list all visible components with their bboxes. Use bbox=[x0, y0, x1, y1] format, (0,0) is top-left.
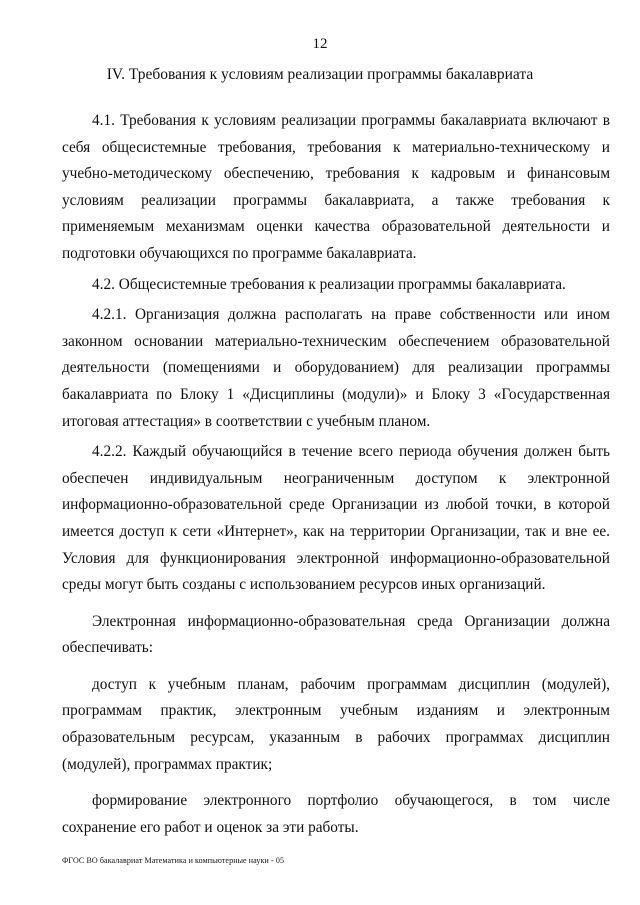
paragraph-access: доступ к учебным планам, рабочим программам дисциплин (модулей), программам практик, электронным учебным изданиям и электронным образовательным ресурсам, указанным в рабочих программах дисциплин (модулей), программах практик; bbox=[62, 675, 610, 773]
section-heading: IV. Требования к условиям реализации программы бакалавриата bbox=[106, 66, 534, 83]
paragraph-portfolio: формирование электронного портфолио обучающегося, в том числе сохранение его работ и оценок за эти работы. bbox=[62, 792, 610, 836]
page-number: 12 bbox=[312, 36, 328, 52]
paragraph-4-2-1: 4.2.1. Организация должна располагать на праве собственности или ином законном основании материально-техническим обеспечением образовательной деятельности (помещениями и оборудованием) для реализации программы бакалавриата по Блоку 1 «Дисциплины (модули)» и Блоку 3 «Государственная итоговая аттестация» в соответствии с учебным планом. bbox=[62, 306, 610, 430]
paragraph-4-2: 4.2. Общесистемные требования к реализации программы бакалавриата. bbox=[92, 275, 566, 293]
document-footer: ФГОС ВО бакалавриат Математика и компьютерные науки - 05 bbox=[62, 856, 285, 865]
paragraph-4-1: 4.1. Требования к условиям реализации программы бакалавриата включают в себя общесистемные требования, требования к материально-техническому и учебно-методическому обеспечению, требования к кадровым и финансовым условиям реализации программы бакалавриата, а также требования к применяемым механизмам оценки качества образовательной деятельности и подготовки обучающихся по программе бакалавриата. bbox=[62, 112, 610, 262]
paragraph-eios: Электронная информационно-образовательная среда Организации должна обеспечивать: bbox=[62, 612, 610, 657]
document-body bbox=[62, 108, 610, 841]
paragraph-4-2-2: 4.2.2. Каждый обучающийся в течение всего периода обучения должен быть обеспечен индивидуальным неограниченным доступом к электронной информационно-образовательной среде Организации из любой точки, в которой имеется доступ к сети «Интернет», как на территории Организации, так и вне ее. Условия для функционирования электронной информационно-образовательной среды могут быть созданы с использованием ресурсов иных организаций. bbox=[62, 443, 610, 594]
